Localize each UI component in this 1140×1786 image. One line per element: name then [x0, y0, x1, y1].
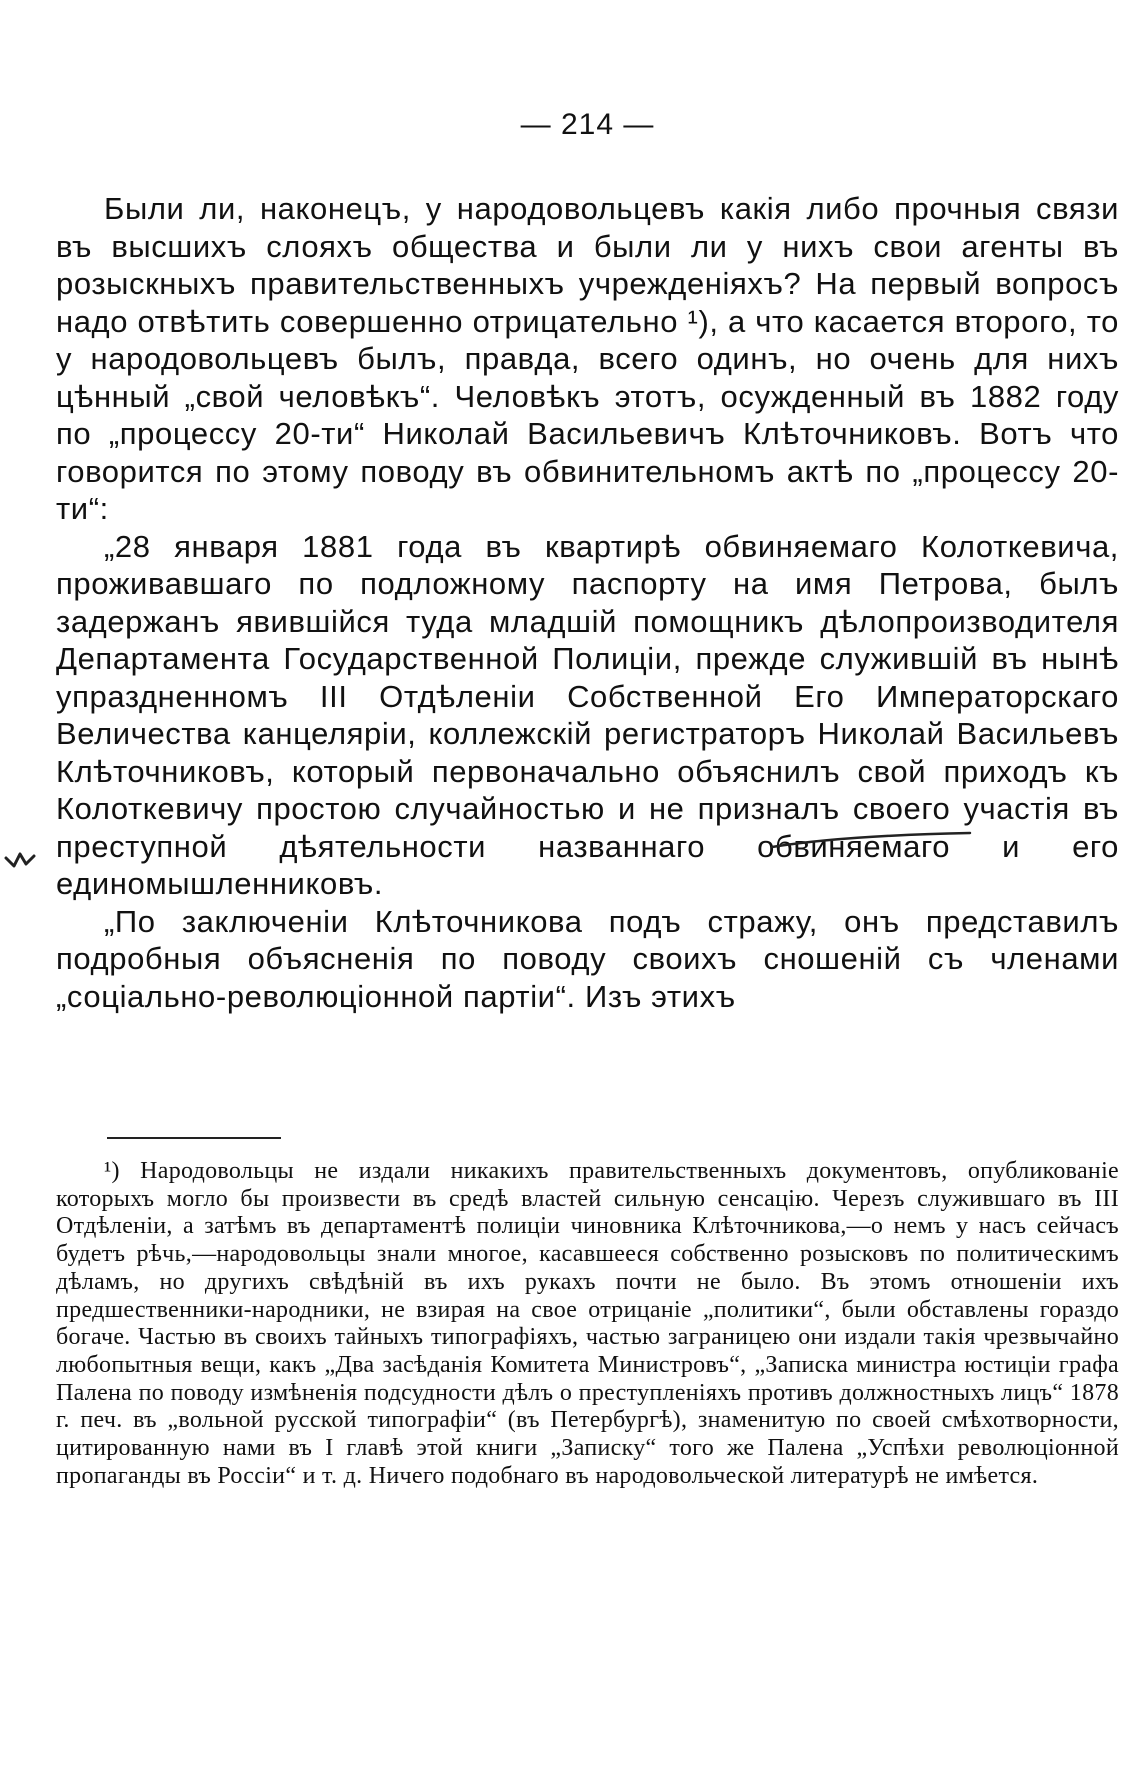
footnote — [56, 1158, 1119, 1490]
paragraph-custody-quote: „По заключеніи Клѣточникова подъ стражу, онъ представилъ подробныя объясненія по поводу своихъ сношеній съ членами „соціально-революціонной партіи“. Изъ этихъ — [56, 903, 1119, 1014]
body-text — [56, 190, 1119, 1015]
footnote-divider — [107, 1137, 281, 1139]
paragraph-indictment-quote: „28 января 1881 года въ квартирѣ обвиняемаго Колоткевича, проживавшаго по подложному паспорту на имя Петрова, былъ задержанъ явившійся туда младшій помощникъ дѣлопроизводителя Департамента Государственной Полиціи, прежде служившій въ нынѣ упраздненномъ III Отдѣленіи Собственной Его Императорскаго Величества канцеляріи, коллежскій регистраторъ Николай Васильевъ Клѣточниковъ, который первоначально объяснилъ свой приходъ къ Колоткевичу простою случайностью и не призналъ своего участія въ преступной дѣятельности названнаго обвиняемаго и его единомышленниковъ. — [56, 528, 1119, 901]
footnote-text: ¹) Народовольцы не издали никакихъ правительственныхъ документовъ, опубликованіе которыхъ могло бы произвести въ средѣ властей сильную сенсацію. Черезъ служившаго въ III Отдѣленіи, а затѣмъ въ департаментѣ полиціи чиновника Клѣточникова,—о немъ у насъ сейчасъ будетъ рѣчь,—народовольцы знали многое, касавшееся собственно розысковъ по политическимъ дѣламъ, но другихъ свѣдѣній въ ихъ рукахъ почти не было. Въ этомъ отношеніи ихъ предшественники-народники, не взирая на свое отрицаніе „политики“, были обставлены гораздо богаче. Частью въ своихъ тайныхъ типографіяхъ, частью заграницею они издали такія чрезвычайно любопытныя вещи, какъ „Два засѣданія Комитета Министровъ“, „Записка министра юстиціи графа Палена по поводу измѣненія подсудности дѣлъ о преступленіяхъ противъ должностныхъ лицъ“ 1878 г. печ. въ „вольной русской типографіи“ (въ Петербургѣ), знаменитую по своей смѣхотворности, цитированную нами въ I главѣ этой книги „Записку“ того же Палена „Успѣхи революціонной пропаганды въ Россіи“ и т. д. Ничего подобнаго въ народовольческой литературѣ не имѣется. — [56, 1158, 1119, 1489]
handwritten-underline-icon — [770, 805, 980, 855]
handwritten-check-mark-icon — [4, 848, 44, 874]
page-number: — 214 — — [520, 108, 655, 141]
paragraph-intro: Были ли, наконецъ, у народовольцевъ какія либо прочныя связи въ высшихъ слояхъ общества и были ли у нихъ свои агенты въ розыскныхъ правительственныхъ учрежденіяхъ? На первый вопросъ надо отвѣтить совершенно отрицательно ¹), а что касается второго, то у народовольцевъ былъ, правда, всего одинъ, но очень для нихъ цѣнный „свой человѣкъ“. Человѣкъ этотъ, осужденный въ 1882 году по „процессу 20-ти“ Николай Васильевичъ Клѣточниковъ. Вотъ что говорится по этому поводу въ обвинительномъ актѣ по „процессу 20-ти“: — [56, 191, 1119, 526]
document-page — [56, 0, 1119, 1786]
